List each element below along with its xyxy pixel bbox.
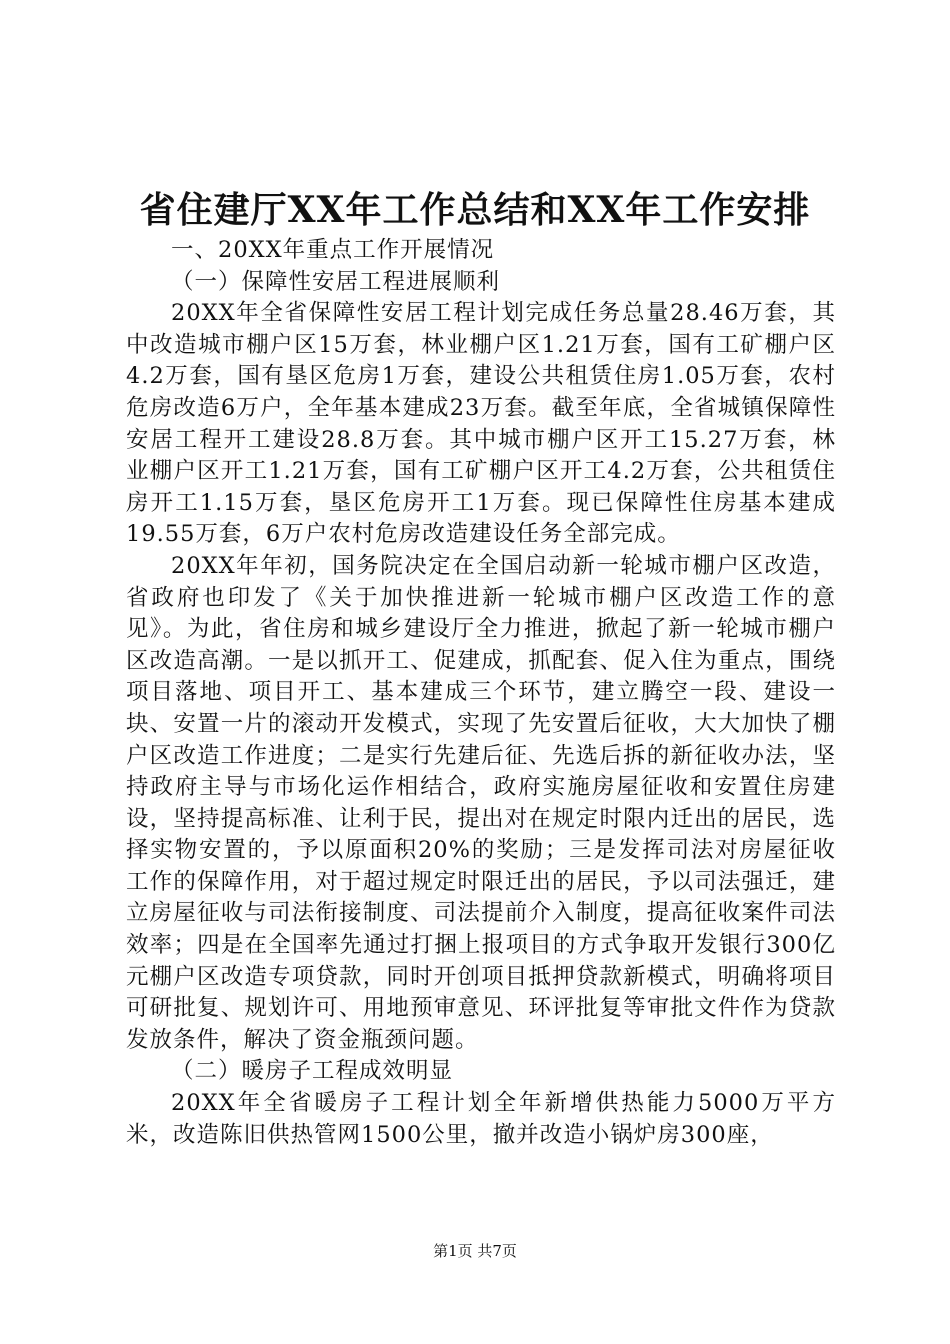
body-paragraph: 20XX年全省保障性安居工程计划完成任务总量28.46万套，其中改造城市棚户区15万套，林业棚户区1.21万套，国有工矿棚户区4.2万套，国有垦区危房1万套，建设公共租赁住房1.05万套，农村危房改造6万户，全年基本建成23万套。截至年底，全省城镇保障性安居工程开工建设28.8万套。其中城市棚户区开工15.27万套，林业棚户区开工1.21万套，国有工矿棚户区开工4.2万套，公共租赁住房开工1.15万套，垦区危房开工1万套。现已保障性住房基本建成19.55万套，6万户农村危房改造建设任务全部完成。: [126, 300, 836, 548]
section-heading: 一、20XX年重点工作开展情况: [171, 237, 495, 263]
subsection-heading: （一）保障性安居工程进展顺利: [171, 268, 501, 295]
body-paragraph: 20XX年全省暖房子工程计划全年新增供热能力5000万平方米，改造陈旧供热管网1500公里，撤并改造小锅炉房300座，: [126, 1090, 836, 1148]
body-paragraph: 20XX年年初，国务院决定在全国启动新一轮城市棚户区改造，省政府也印发了《关于加快推进新一轮城市棚户区改造工作的意见》。为此，省住房和城乡建设厅全力推进，掀起了新一轮城市棚户区改造高潮。一是以抓开工、促建成，抓配套、促入住为重点，围绕项目落地、项目开工、基本建成三个环节，建立腾空一段、建设一块、安置一片的滚动开发模式，实现了先安置后征收，大大加快了棚户区改造工作进度；二是实行先建后征、先选后拆的新征收办法，坚持政府主导与市场化运作相结合，政府实施房屋征收和安置住房建设，坚持提高标准、让利于民，提出对在规定时限内迁出的居民，选择实物安置的，予以原面积20%的奖励；三是发挥司法对房屋征收工作的保障作用，对于超过规定时限迁出的居民，予以司法强迁，建立房屋征收与司法衔接制度、司法提前介入制度，提高征收案件司法效率；四是在全国率先通过打捆上报项目的方式争取开发银行300亿元棚户区改造专项贷款，同时开创项目抵押贷款新模式，明确将项目可研批复、规划许可、用地预审意见、环评批复等审批文件作为贷款发放条件，解决了资金瓶颈问题。: [126, 552, 836, 1053]
subsection-heading: （二）暖房子工程成效明显: [171, 1058, 454, 1085]
document-title: 省住建厅XX年工作总结和XX年工作安排: [139, 189, 811, 231]
page-number-footer: 第1页 共7页: [433, 1242, 517, 1260]
document-body: [126, 235, 836, 1151]
